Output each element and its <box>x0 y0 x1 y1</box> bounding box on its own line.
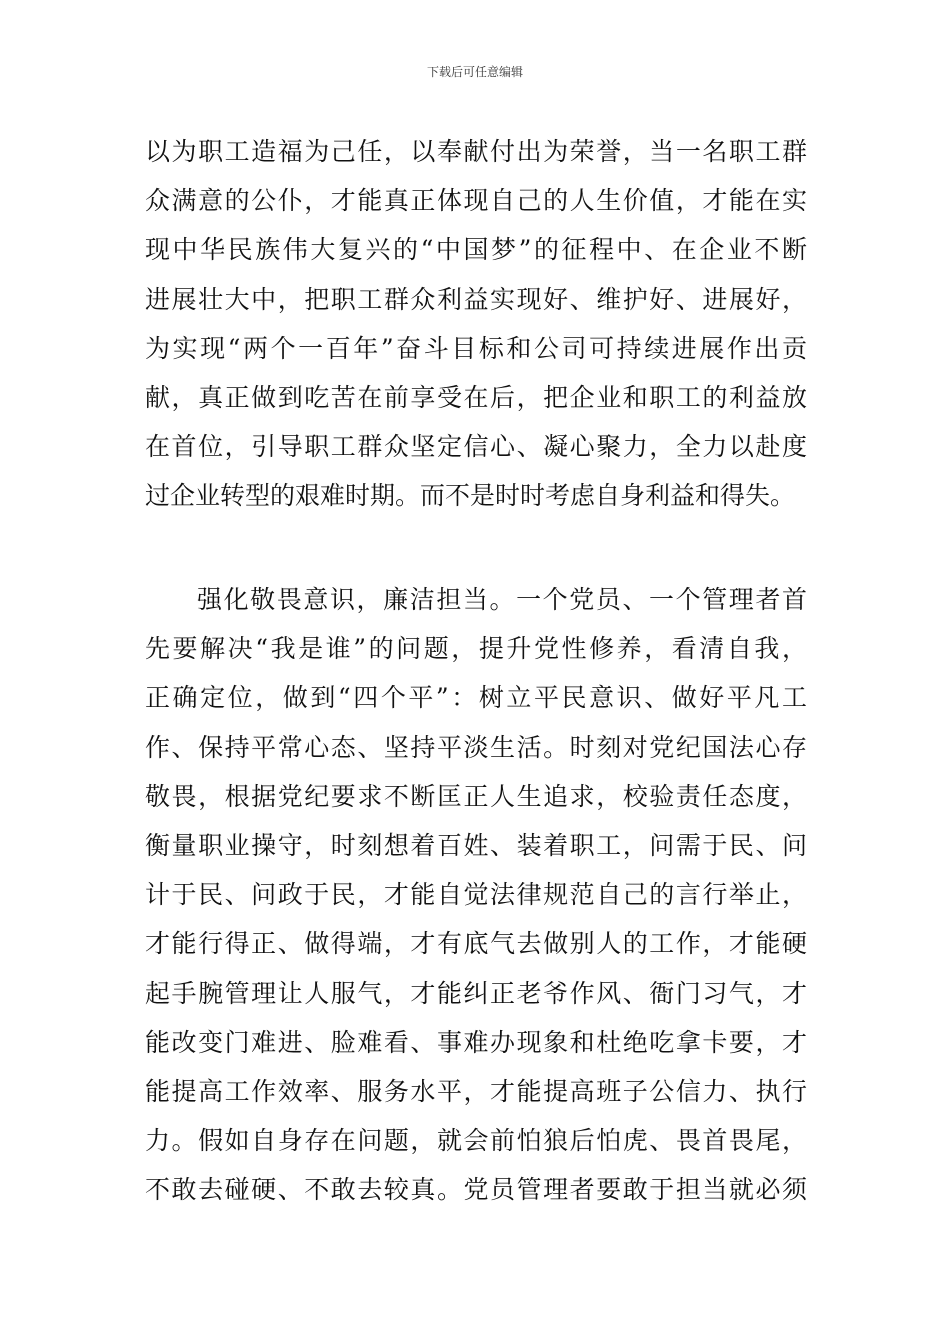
text-line: 先要解决“我是谁”的问题，提升党性修养，看清自我， <box>145 634 807 664</box>
text-line: 能提高工作效率、服务水平，才能提高班子公信力、执行 <box>145 1076 807 1106</box>
text-line: 进展壮大中，把职工群众利益实现好、维护好、进展好， <box>145 284 807 314</box>
text-line: 在首位，引导职工群众坚定信心、凝心聚力，全力以赴度 <box>145 432 807 462</box>
text-line: 力。假如自身存在问题，就会前怕狼后怕虎、畏首畏尾， <box>145 1126 807 1156</box>
text-line: 正确定位，做到“四个平”：树立平民意识、做好平凡工 <box>145 683 807 713</box>
text-line: 衡量职业操守，时刻想着百姓、装着职工，问需于民、问 <box>145 830 807 860</box>
text-line: 敬畏，根据党纪要求不断匡正人生追求，校验责任态度， <box>145 781 807 811</box>
text-line: 计于民、问政于民，才能自觉法律规范自己的言行举止， <box>145 880 807 910</box>
text-line: 众满意的公仆，才能真正体现自己的人生价值，才能在实 <box>145 186 807 216</box>
text-line: 能改变门难进、脸难看、事难办现象和杜绝吃拿卡要，才 <box>145 1027 807 1057</box>
page-header-note: 下载后可任意编辑 <box>426 65 523 79</box>
text-line: 以为职工造福为己任，以奉献付出为荣誉，当一名职工群 <box>145 137 807 166</box>
text-line: 才能行得正、做得端，才有底气去做别人的工作，才能硬 <box>145 929 807 959</box>
text-line: 作、保持平常心态、坚持平淡生活。时刻对党纪国法心存 <box>145 732 807 762</box>
text-line: 起手腕管理让人服气，才能纠正老爷作风、衙门习气，才 <box>145 978 807 1008</box>
text-line: 不敢去碰硬、不敢去较真。党员管理者要敢于担当就必须 <box>145 1175 807 1205</box>
text-line: 为实现“两个一百年”奋斗目标和公司可持续进展作出贡 <box>145 333 807 363</box>
text-line: 强化敬畏意识，廉洁担当。一个党员、一个管理者首 <box>197 585 807 614</box>
paragraph-1 <box>145 127 807 521</box>
text-line: 现中华民族伟大复兴的“中国梦”的征程中、在企业不断 <box>145 235 807 265</box>
text-line: 过企业转型的艰难时期。而不是时时考虑自身利益和得失。 <box>145 481 796 511</box>
text-line: 献，真正做到吃苦在前享受在后，把企业和职工的利益放 <box>145 382 807 412</box>
paragraph-2 <box>145 575 807 1214</box>
